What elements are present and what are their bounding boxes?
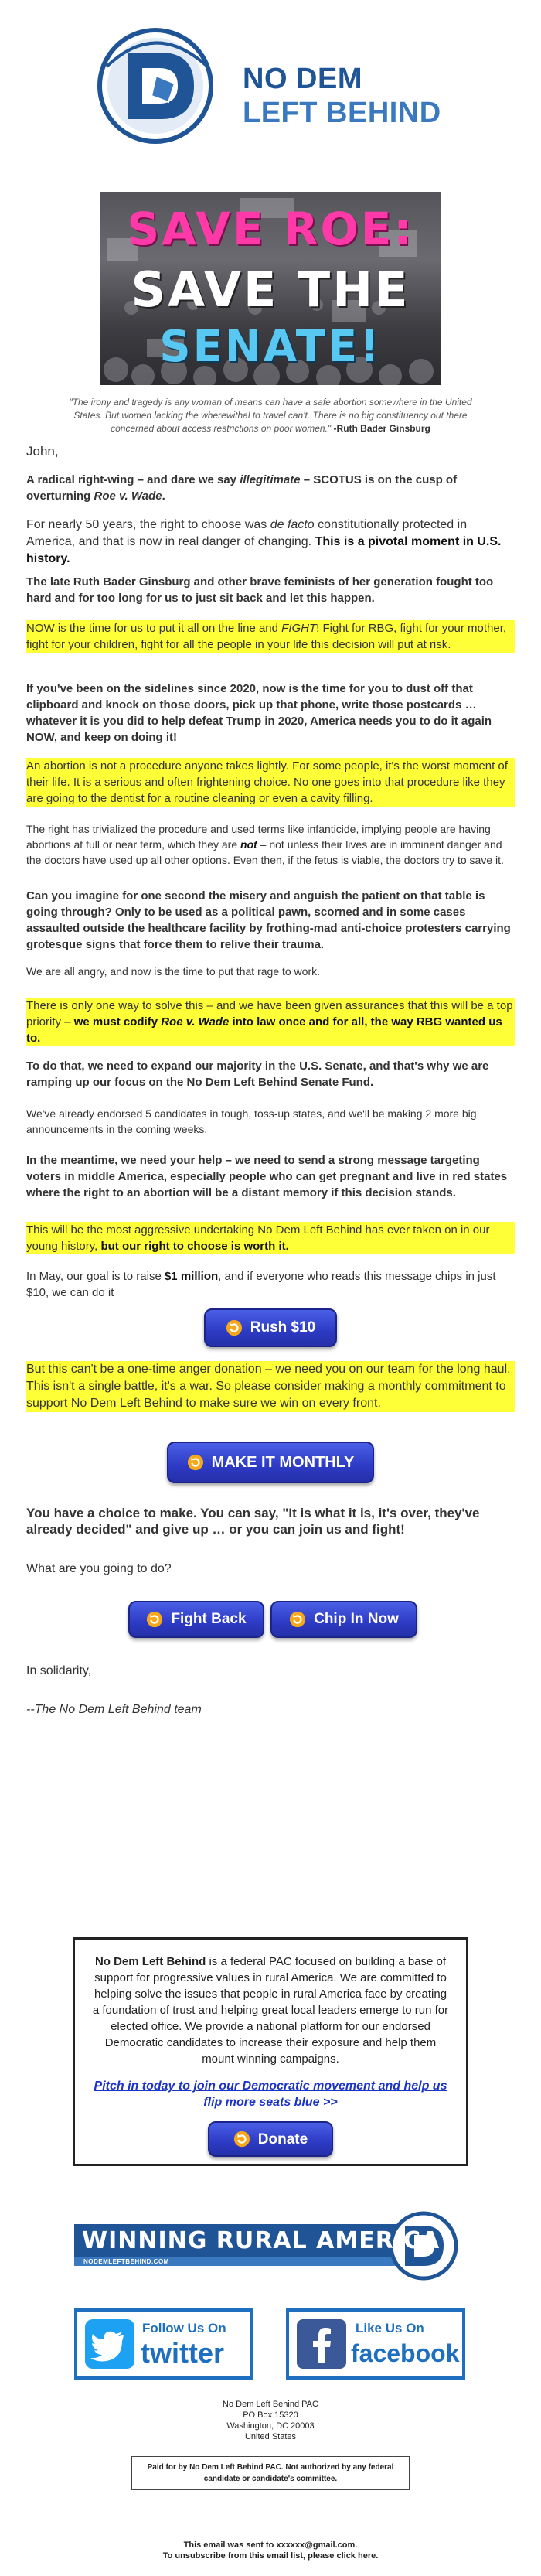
rush-10-label: Rush $10 [250, 1319, 316, 1336]
refresh-arrow-icon [233, 2131, 250, 2148]
address-line-4: United States [244, 2432, 297, 2441]
p7-text-a: The right has trivialized the procedure and used terms like infanticide, implying people are having abortions at full or near term, which they are [26, 823, 491, 851]
paragraph-expand-majority: To do that, we need to expand our majority in the U.S. Senate, and that's why we are ramping up our focus on the No Dem Left Behind Senate Fund. [26, 1059, 489, 1089]
pitch-in-link[interactable]: Pitch in today to join our Democratic movement and help us flip more seats blue >> [94, 2080, 447, 2109]
p10-text-a: There is only one way to solve this – and we have been given assurances that this will be a top priority – [26, 999, 513, 1029]
unsubscribe-link[interactable]: To unsubscribe from this email list, please click here. [162, 2551, 379, 2561]
paragraph-goal [26, 1268, 515, 1301]
twitter-follow-button[interactable] [74, 2308, 253, 2380]
signoff: In solidarity, [26, 1664, 92, 1677]
paragraph-choice: You have a choice to make. You can say, "It is what it is, it's over, they've already decided" and give up … or you can join us and fight! [26, 1506, 480, 1537]
paid-for-disclaimer: Paid for by No Dem Left Behind PAC. Not authorized by any federal candidate or candidate's committee. [131, 2456, 410, 2490]
p2-text-b: de facto [270, 518, 315, 531]
pac-description-text: is a federal PAC focused on building a base of support for progressive values in rural America. We are committed to helping solve the issues that people in rural America face by creating a foundation of trust and helping great local leaders emerge to run for elected office. We provide a national platform for our endorsed Democratic candidates to increase their exposure and help them mount winning campaigns. [92, 1955, 449, 2066]
make-it-monthly-label: MAKE IT MONTHLY [211, 1453, 355, 1471]
fight-back-label: Fight Back [171, 1611, 247, 1627]
paragraph-endorsed: We've already endorsed 5 candidates in tough, toss-up states, and we'll be making 2 more big announcements in the coming weeks. [26, 1107, 477, 1135]
refresh-arrow-icon [146, 1611, 163, 1628]
paragraph-scotus [26, 472, 515, 504]
p14-text-b: but our right to choose is worth it. [100, 1240, 289, 1253]
p1-text-e: . [162, 490, 165, 503]
paragraph-what-do: What are you going to do? [26, 1562, 172, 1575]
paragraph-aggressive [26, 1222, 515, 1254]
header-logo[interactable] [97, 28, 453, 144]
p15-text-c: , and if everyone who reads this message chips in just $10, we can do it [26, 1270, 496, 1299]
paragraph-long-haul: But this can't be a one-time anger donation – we need you on our team for the long haul. This isn't a single battle, it's a war. So please consider making a monthly commitment to support No Dem Left Behind to make sure we win on every front. [26, 1361, 515, 1412]
sent-to-line: This email was sent to xxxxxx@gmail.com. [183, 2540, 358, 2550]
hero-line-2: SAVE THE [131, 261, 410, 318]
pac-info-box [73, 1937, 468, 2166]
refresh-arrow-icon [289, 1611, 306, 1628]
email-footer [0, 2540, 541, 2561]
address-line-2: PO Box 15320 [243, 2411, 298, 2420]
make-it-monthly-button[interactable] [167, 1442, 374, 1483]
p10-text-d: into law once and for all, the way RBG wanted us to. [26, 1015, 502, 1045]
logo-wordmark [243, 62, 441, 130]
refresh-arrow-icon [187, 1454, 204, 1471]
facebook-f-icon [297, 2319, 346, 2369]
p4-text-a: NOW is the time for us to put it all on the line and [26, 622, 282, 635]
mailing-address [0, 2399, 541, 2442]
p1-text-d: Roe v. Wade [94, 490, 162, 503]
p10-text-b: we must codify [73, 1015, 162, 1029]
rbg-quote [54, 396, 487, 435]
p4-text-c: ! Fight for RBG, fight for your mother, fight for your children, fight for all the people in your life this decision will put at risk. [26, 622, 507, 651]
paragraph-de-facto [26, 517, 515, 568]
fight-back-button[interactable] [128, 1601, 264, 1638]
facebook-top-label: Like Us On [356, 2321, 424, 2335]
p7-text-b: not [240, 838, 257, 851]
chip-in-now-label: Chip In Now [314, 1611, 399, 1627]
paragraph-trivialized [26, 821, 515, 868]
rush-10-button[interactable] [204, 1308, 337, 1347]
pac-name: No Dem Left Behind [94, 1955, 206, 1968]
hero-line-1: SAVE ROE: [127, 203, 414, 255]
hero-image[interactable] [100, 192, 441, 385]
address-line-1: No Dem Left Behind PAC [223, 2400, 318, 2409]
twitter-bird-icon [85, 2319, 134, 2369]
quote-text: "The irony and tragedy is any woman of means can have a safe abortion somewhere in the United States. But women lacking the wherewithal to travel can't. There is no big constituency out there concerned about access restrictions on poor women." [69, 397, 472, 434]
facebook-bottom-label: facebook [351, 2339, 460, 2367]
p2-text-c: constitutionally protected in America, and that is now in real danger of changing. [26, 518, 468, 548]
twitter-bottom-label: twitter [141, 2337, 224, 2369]
address-line-3: Washington, DC 20003 [226, 2421, 315, 2431]
paragraph-codify [26, 998, 515, 1046]
p14-text-a: This will be the most aggressive undertaking No Dem Left Behind has ever taken on in our young history, [26, 1223, 490, 1253]
p1-text-b: illegitimate [240, 473, 301, 486]
logo-line-1: NO DEM [243, 63, 362, 95]
paragraph-angry: We are all angry, and now is the time to put that rage to work. [26, 965, 321, 978]
paragraph-imagine: Can you imagine for one second the misery and anguish the patient on that table is going through? Only to be used as a political pawn, scorned and in some cases assaulted outside the healthcare facility by frothing-mad anti-choice protesters carrying grotesque signs that force them to relive their trauma. [26, 889, 511, 951]
paragraph-now-fight [26, 620, 515, 653]
winning-rural-america-banner[interactable] [74, 2210, 462, 2281]
logo-line-2: LEFT BEHIND [243, 97, 441, 129]
greeting: John, [26, 444, 59, 459]
p10-text-c: Roe v. Wade [161, 1015, 230, 1029]
paragraph-sidelines: If you've been on the sidelines since 2020, now is the time for you to dust off that clipboard and knock on those doors, pick up that phone, write those postcards … whatever it is you did to help defeat Trump in 2020, America needs you to do it again NOW, and keep on doing it! [26, 682, 492, 744]
p7-text-c: – not unless their lives are in imminent danger and the doctors have used up all other options. Even then, if the fetus is viable, the doctors try to save it. [26, 838, 504, 866]
wra-url: NODEMLEFTBEHIND.COM [83, 2258, 169, 2265]
donate-label: Donate [257, 2131, 308, 2148]
chip-in-now-button[interactable] [270, 1601, 417, 1638]
p4-text-b: FIGHT [281, 622, 317, 635]
facebook-like-button[interactable] [286, 2308, 465, 2380]
quote-author: -Ruth Bader Ginsburg [333, 423, 430, 434]
donate-button[interactable] [208, 2121, 333, 2157]
paragraph-rbg: The late Ruth Bader Ginsburg and other brave feminists of her generation fought too hard and for too long for us to just sit back and let this happen. [26, 575, 494, 605]
p2-text-d: This is a pivotal moment in U.S. history. [26, 535, 502, 565]
p2-text-a: For nearly 50 years, the right to choose was [26, 518, 270, 531]
paragraph-meantime: In the meantime, we need your help – we need to send a strong message targeting voters in middle America, especially people who can get pregnant and live in red states where the right to an abortion will be a distant memory if this decision stands. [26, 1154, 508, 1199]
wra-title: WINNING RURAL AMERICA [82, 2227, 441, 2254]
paragraph-abortion-serious: An abortion is not a procedure anyone takes lightly. For some people, it's the worst moment of their life. It is a serious and often frightening choice. No one goes into that procedure like they are going to the dentist for a routine cleaning or even a cavity filling. [26, 758, 515, 807]
pac-description [92, 1953, 449, 2067]
p15-text-b: $1 million [164, 1270, 219, 1283]
p15-text-a: In May, our goal is to raise [26, 1270, 165, 1283]
nodem-logo-icon [97, 28, 236, 144]
p1-text-c: – SCOTUS is on the cusp of overturning [26, 473, 458, 503]
refresh-arrow-icon [226, 1319, 243, 1336]
hero-line-3: SENATE! [159, 322, 382, 372]
twitter-top-label: Follow Us On [142, 2321, 226, 2335]
signature: --The No Dem Left Behind team [26, 1703, 202, 1716]
p1-text-a: A radical right-wing – and dare we say [26, 473, 240, 486]
